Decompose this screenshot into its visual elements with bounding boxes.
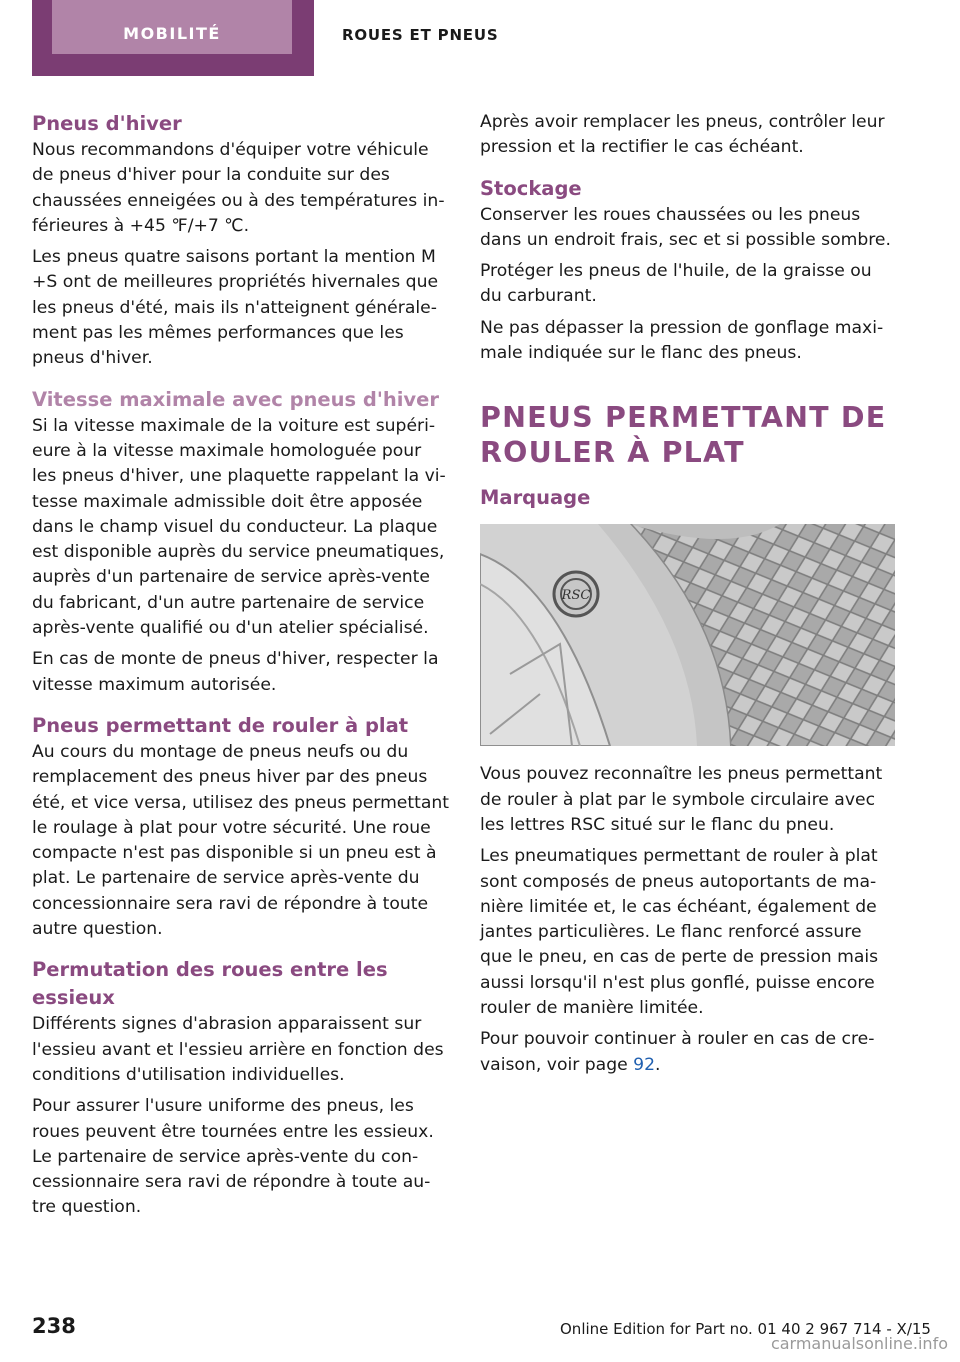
page-link[interactable]: 92 xyxy=(633,1054,656,1075)
marking-caption: Vous pouvez reconnaître les pneus permettant de rouler à plat par le symbole circulaire avec les lettres RSC situé sur le flanc du pneu. xyxy=(480,764,883,835)
left-column xyxy=(32,110,450,1227)
runflat-section-title: PNEUS PERMETTANT DE ROULER À PLAT xyxy=(480,401,887,470)
storage-paragraph-2: Protéger les pneus de l'huile, de la graisse ou du carburant. xyxy=(480,261,872,307)
rsc-tire-figure xyxy=(480,524,895,746)
page-number: 238 xyxy=(32,1314,76,1338)
runflat-paragraph-3-text: Pour pouvoir continuer à rouler en cas de cre‐vaison, voir page xyxy=(480,1029,875,1075)
chapter-tab-label: MOBILITÉ xyxy=(123,23,221,43)
marking-heading: Marquage xyxy=(480,486,591,510)
winter-tires-paragraph-1: Nous recommandons d'équiper votre véhicule de pneus d'hiver pour la conduite sur des chaussées enneigées ou à des températures in‐férieures à +45 ℉/+7 ℃. xyxy=(32,140,445,236)
watermark: carmanualsonline.info xyxy=(770,1334,948,1353)
run-flat-heading: Pneus permettant de rouler à plat xyxy=(32,713,409,737)
runflat-paragraph-3-end: . xyxy=(655,1054,661,1075)
max-speed-heading: Vitesse maximale avec pneus d'hiver xyxy=(32,387,439,411)
rotation-paragraph-2: Pour assurer l'usure uniforme des pneus, les roues peuvent être tournées entre les essieux. Le partenaire de service après-vente du con‐cessionnaire sera ravi de répondre à toute au‐tre question. xyxy=(32,1096,434,1218)
section-tab[interactable]: ROUES ET PNEUS xyxy=(342,26,499,44)
max-speed-paragraph-1: Si la vitesse maximale de la voiture est supéri‐eure à la vitesse maximale homologuée pour les pneus d'hiver, une plaquette rappelant la vi‐tesse maximale admissible doit être apposée dans le champ visuel du conducteur. La plaque est disponible auprès du service pneumatiques, auprès d'un partenaire de service après-vente du fabricant, d'un autre partenaire de service après-vente qualifié ou d'un atelier spécialisé. xyxy=(32,415,446,639)
intro-paragraph: Après avoir remplacer les pneus, contrôler leur pression et la rectifier le cas échéant. xyxy=(480,112,885,158)
edition-text: Online Edition for Part no. 01 40 2 967 714 - X/15 xyxy=(560,1320,931,1338)
storage-paragraph-1: Conserver les roues chaussées ou les pneus dans un endroit frais, sec et si possible sombre. xyxy=(480,204,891,250)
svg-text:RSC: RSC xyxy=(561,588,591,604)
chapter-tab[interactable] xyxy=(52,0,292,54)
storage-heading: Stockage xyxy=(480,176,582,200)
rotation-heading: Permutation des roues entre les essieux xyxy=(32,958,388,1010)
runflat-paragraph-2: Les pneumatiques permettant de rouler à plat sont composés de pneus autoportants de ma‐nière limitée et, le cas échéant, également de jantes particulières. Le flanc renforcé assure que le pneu, en cas de perte de pression mais aussi lorsqu'il n'est plus gonflé, puisse encore rouler de manière limitée. xyxy=(480,846,879,1019)
right-column xyxy=(480,110,898,1084)
max-speed-paragraph-2: En cas de monte de pneus d'hiver, respecter la vitesse maximum autorisée. xyxy=(32,649,439,695)
rotation-paragraph-1: Différents signes d'abrasion apparaissent sur l'essieu avant et l'essieu arrière en fonction des conditions d'utilisation individuelles. xyxy=(32,1014,444,1085)
winter-tires-heading: Pneus d'hiver xyxy=(32,112,182,135)
rsc-symbol-icon xyxy=(554,572,598,616)
winter-tires-paragraph-2: Les pneus quatre saisons portant la mention M +S ont de meilleures propriétés hivernales que les pneus d'été, mais ils n'atteignent générale‐ment pas les mêmes performances que les pneus d'hiver. xyxy=(32,247,439,369)
run-flat-paragraph: Au cours du montage de pneus neufs ou du remplacement des pneus hiver par des pneus été, et vice versa, utilisez des pneus permettant le roulage à plat pour votre sécurité. Une roue compacte n'est pas disponible si un pneu est à plat. Le partenaire de service après-vente du concessionnaire sera ravi de répondre à toute autre question. xyxy=(32,741,450,940)
runflat-paragraph-3 xyxy=(480,1027,898,1078)
storage-paragraph-3: Ne pas dépasser la pression de gonflage maxi‐male indiquée sur le flanc des pneus. xyxy=(480,317,884,364)
